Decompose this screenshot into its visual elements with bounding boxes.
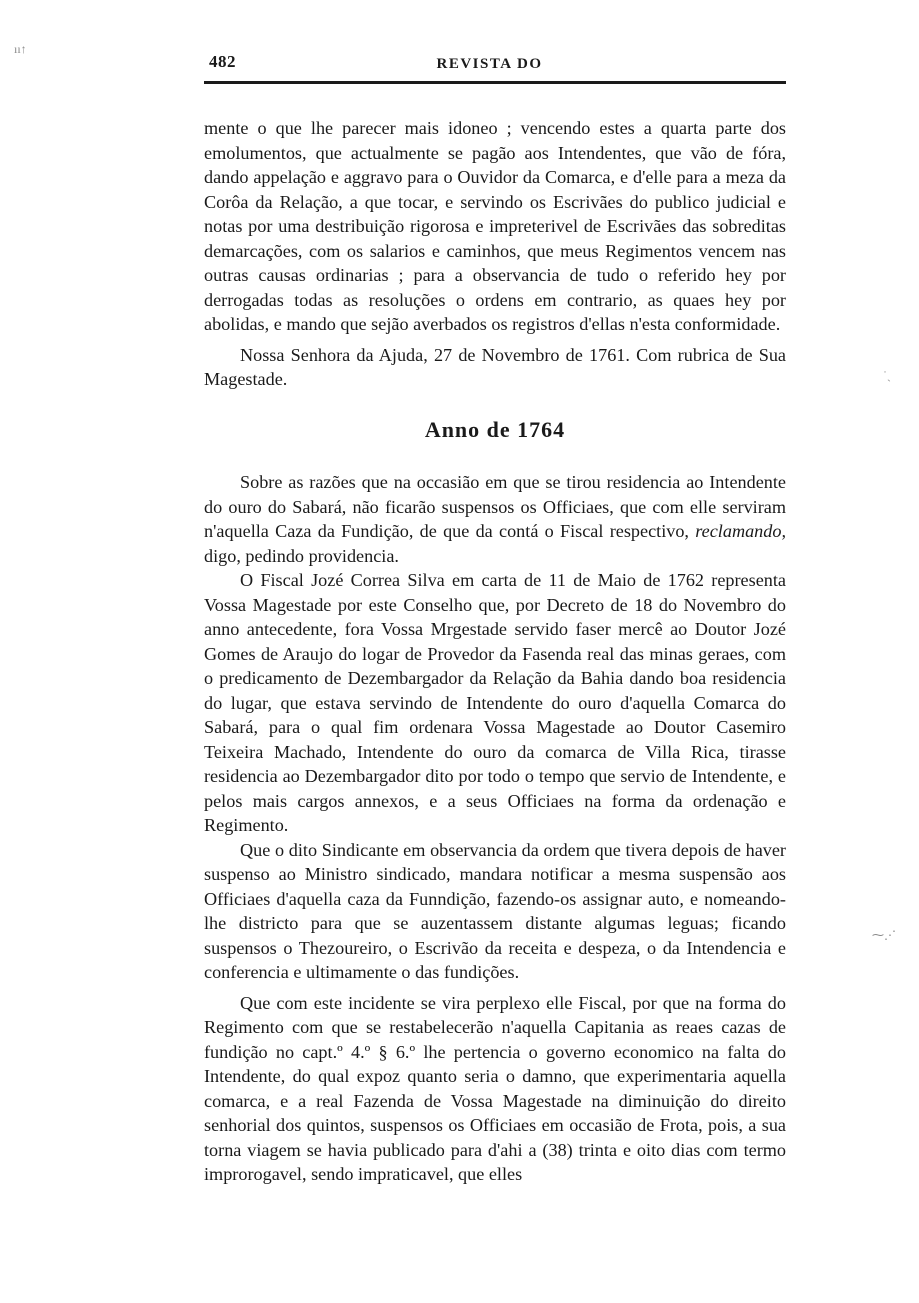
margin-mark: ıı↑ <box>14 42 27 56</box>
summary-text: Sobre as razões que na occasião em que se tirou residencia ao Intendente do ouro do Sabará, não ficarão suspensos os Officiaes, que com elle serviram n'aquella Caza da Fundição, de que da contá o Fiscal respectivo, <box>204 472 786 541</box>
paragraph: O Fiscal Jozé Correa Silva em carta de 11 de Maio de 1762 representa Vossa Magestade por este Conselho que, por Decreto de 18 do Novembro do anno antecedente, fora Vossa Mrgestade servido faser mercê ao Doutor Jozé Gomes de Araujo do logar de Provedor da Fasenda real das minas geraes, com o predicamento de Dezembargador da Relação da Bahia dando boa residencia do lugar, que estava servindo de Intendente do ouro d'aquella Comarca do Sabará, para o qual fim ordenara Vossa Magestade ao Doutor Casemiro Teixeira Machado, Intendente do ouro da comarca de Villa Rica, tirasse residencia ao Dezembargador dito por todo o tempo que servio de Intendente, e pelos mais cargos annexos, e a seus Officiaes na forma da ordenação e Regimento. <box>204 570 786 835</box>
section-title: Anno de 1764 <box>424 416 566 442</box>
margin-mark: ˙ˎ <box>883 368 891 382</box>
paragraph: Nossa Senhora da Ajuda, 27 de Novembro de 1761. Com rubrica de Sua Magestade. <box>204 344 786 389</box>
paragraph: Que o dito Sindicante em observancia da ordem que tivera depois de haver suspenso ao Ministro sindicado, mandara notificar a mesma suspensão aos Officiaes d'aquella caza da Funndição, fazendo-os assignar auto, e nomeando-lhe districto para que se auzentassem distante algumas leguas; ficando suspensos o Thezoureiro, o Escrivão da receita e despeza, o da Intendencia e conferencia e ultimamente o das fundições. <box>204 839 786 982</box>
summary-italic: reclamando, <box>695 521 787 541</box>
summary-text: digo, pedindo providencia. <box>204 545 399 566</box>
section-summary <box>204 470 786 568</box>
paragraph: mente o que lhe parecer mais idoneo ; vencendo estes a quarta parte dos emolumentos, que actualmente se pagão aos Intendentes, que vão de fóra, dando appelação e aggravo para o Ouvidor da Comarca, e d'elle para a meza da Corôa da Relação, a que tocar, e servindo os Escrivães do publico judicial e notas por uma destribuição rigorosa e impreterivel de Escrivães das sobreditas demarcações, com os salarios e caminhos, que meus Regimentos vencem nas outras causas ordinarias ; para a observancia de tudo o referido hey por derrogadas todas as resoluções o ordens em contrario, as quaes hey por abolidas, e mando que sejão averbados os registros d'ellas n'esta conformidade. <box>204 118 786 334</box>
running-head: REVISTA DO <box>436 56 543 72</box>
header-rule <box>204 81 786 84</box>
paragraph: Que com este incidente se vira perplexo elle Fiscal, por que na forma do Regimento com que se restabelecerão n'aquella Capitania as reaes cazas de fundição no capt.º 4.º § 6.º lhe pertencia o governo economico na falta do Intendente, do qual expoz quanto seria o damno, que experimentaria aquella comarca, e a real Fazenda de Vossa Magestade na diminuição do direito senhorial dos quintos, suspensos os Officiaes em occasião de Frota, pois, a sua torna viagem se havia publicado para d'ahi a (38) trinta e oito dias com termo improrogavel, sendo impraticavel, que elles <box>204 992 786 1184</box>
page-number: 482 <box>209 52 236 71</box>
margin-mark: ⁓⋰ <box>872 928 896 942</box>
page-body <box>204 116 786 1187</box>
